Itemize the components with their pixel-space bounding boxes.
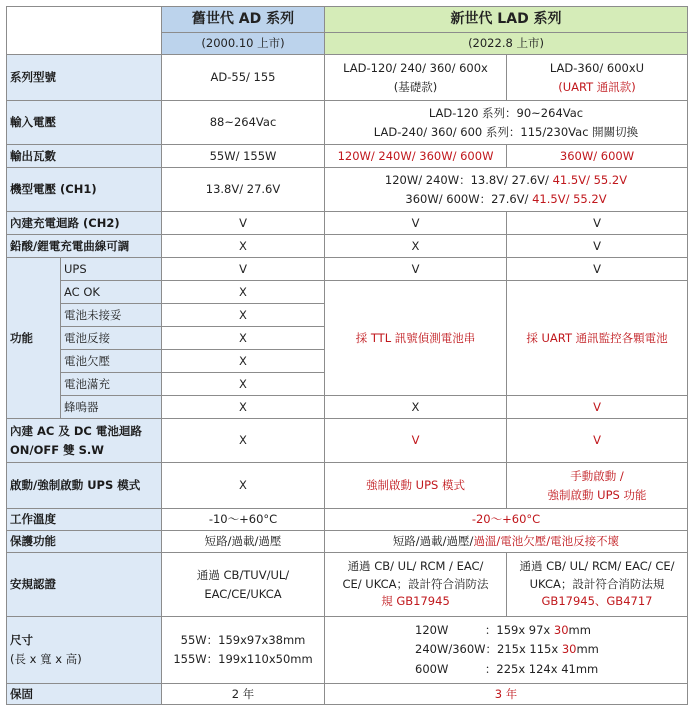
lad-input-voltage-line2: LAD-240/ 360/ 600 系列：115/230Vac 開關切換	[373, 124, 639, 139]
input-voltage-row	[7, 101, 688, 145]
ad-series-title: 舊世代 AD 系列	[162, 7, 325, 33]
safety-row	[7, 553, 688, 617]
lad-uart-safety-line3: GB17945、GB4717	[541, 594, 653, 609]
lad-size-1c: mm	[568, 622, 591, 637]
ad-safety-line1: 通過 CB/TUV/UL/	[196, 567, 290, 582]
ad-function-bat-under: X	[162, 350, 325, 373]
safety-label: 安規認證	[7, 553, 162, 617]
ad-function-bat-full: X	[162, 373, 325, 396]
ad-charge-curve: X	[162, 235, 325, 258]
lad-size-2c: mm	[576, 642, 599, 657]
onoff-switch-label	[7, 419, 162, 463]
warranty-label: 保固	[7, 684, 162, 705]
onoff-switch-label-line2: ON/OFF 雙 S.W	[10, 442, 104, 457]
lad-basic-battery-detection-note: 採 TTL 訊號偵測電池串	[325, 281, 507, 396]
lad-basic-output-power: 120W/ 240W/ 360W/ 600W	[325, 145, 507, 168]
lad-basic-model	[325, 55, 507, 101]
size-row	[7, 617, 688, 684]
onoff-switch-label-line1: 內建 AC 及 DC 電池迴路	[10, 423, 142, 438]
size-label	[7, 617, 162, 684]
startup-mode-row	[7, 463, 688, 509]
lad-model-voltage-line1	[328, 171, 684, 190]
lad-uart-model-note: (UART 通訊款)	[558, 79, 636, 94]
protection-row	[7, 531, 688, 553]
series-label: 系列型號	[7, 55, 162, 101]
ad-output-power: 55W/ 155W	[162, 145, 325, 168]
lad-uart-model	[507, 55, 688, 101]
lad-model-voltage	[325, 168, 688, 212]
ad-protection: 短路/過載/過壓	[162, 531, 325, 553]
lad-uart-function-ups: V	[507, 258, 688, 281]
lad-uart-startup-line1: 手動啟動 /	[570, 468, 624, 483]
charger-row	[7, 212, 688, 235]
ad-function-bat-not-connected: X	[162, 304, 325, 327]
temperature-label: 工作溫度	[7, 509, 162, 531]
lad-size-line2	[415, 640, 684, 660]
lad-uart-startup-line2: 強制啟動 UPS 功能	[547, 487, 647, 502]
ad-function-ups: V	[162, 258, 325, 281]
lad-basic-safety-line1: 通過 CB/ UL/ RCM / EAC/	[347, 558, 484, 573]
ad-size-line1: 55W：159x97x38mm	[180, 633, 306, 648]
ad-function-buzzer: X	[162, 396, 325, 419]
function-acok-label: AC OK	[61, 281, 162, 304]
warranty-row	[7, 684, 688, 705]
lad-protection-basic: 短路/過載/過壓/	[392, 534, 474, 549]
output-power-row	[7, 145, 688, 168]
model-voltage-label: 機型電壓 (CH1)	[7, 168, 162, 212]
ad-temperature: -10～+60°C	[162, 509, 325, 531]
lad-basic-safety	[325, 553, 507, 617]
lad-protection-extra: 過溫/電池欠壓/電池反接不壞	[473, 534, 620, 549]
lad-basic-charger: V	[325, 212, 507, 235]
lad-basic-model-note: (基礎款)	[393, 79, 438, 94]
lad-uart-model-name: LAD-360/ 600xU	[549, 60, 645, 75]
lad-uart-output-power: 360W/ 600W	[507, 145, 688, 168]
input-voltage-label: 輸入電壓	[7, 101, 162, 145]
functions-label: 功能	[7, 258, 61, 419]
lad-uart-battery-monitoring-note: 採 UART 通訊監控各顆電池	[507, 281, 688, 396]
ad-size	[162, 617, 325, 684]
lad-uart-charge-curve: V	[507, 235, 688, 258]
lad-series-title: 新世代 LAD 系列	[325, 7, 688, 33]
output-power-label: 輸出瓦數	[7, 145, 162, 168]
ad-safety-line2: EAC/CE/UKCA	[204, 586, 282, 601]
header-row	[7, 7, 688, 33]
lad-input-voltage-line1: LAD-120 系列：90~264Vac	[428, 105, 584, 120]
ad-function-bat-reverse: X	[162, 327, 325, 350]
lad-temperature: -20～+60°C	[325, 509, 688, 531]
lad-uart-safety	[507, 553, 688, 617]
ad-warranty: 2 年	[162, 684, 325, 705]
lad-protection	[325, 531, 688, 553]
lad-uart-onoff-switch: V	[507, 419, 688, 463]
ad-startup-mode: X	[162, 463, 325, 509]
protection-label: 保護功能	[7, 531, 162, 553]
spec-comparison-table	[6, 6, 688, 705]
lad-voltage-1a: 120W/ 240W：13.8V/ 27.6V/	[384, 172, 553, 187]
lad-basic-safety-line2: CE/ UKCA；設計符合消防法	[342, 576, 489, 591]
function-bat-full-label: 電池滿充	[61, 373, 162, 396]
size-label-line1: 尺寸	[10, 633, 33, 648]
lad-size-1a: 120W ：159x 97x	[415, 622, 554, 637]
lad-size	[325, 617, 688, 684]
lad-uart-startup-mode	[507, 463, 688, 509]
lad-basic-model-name: LAD-120/ 240/ 360/ 600x	[343, 60, 488, 75]
lad-size-line1	[415, 621, 684, 641]
function-bat-not-connected-label: 電池未接妥	[61, 304, 162, 327]
ad-safety	[162, 553, 325, 617]
size-label-line2: (長 x 寬 x 高)	[10, 652, 82, 666]
spec-comparison-table-wrapper	[6, 6, 688, 705]
function-bat-reverse-label: 電池反接	[61, 327, 162, 350]
function-buzzer-label: 蜂鳴器	[61, 396, 162, 419]
startup-mode-label: 啟動/強制啟動 UPS 模式	[7, 463, 162, 509]
lad-input-voltage	[325, 101, 688, 145]
function-ups-row	[7, 258, 688, 281]
lad-basic-onoff-switch: V	[325, 419, 507, 463]
lad-release-date: (2022.8 上市)	[325, 33, 688, 55]
function-buzzer-row	[7, 396, 688, 419]
lad-model-voltage-line2	[328, 190, 684, 209]
onoff-switch-row	[7, 419, 688, 463]
charger-label: 內建充電迴路 (CH2)	[7, 212, 162, 235]
ad-onoff-switch: X	[162, 419, 325, 463]
model-voltage-row	[7, 168, 688, 212]
lad-basic-function-ups: V	[325, 258, 507, 281]
lad-uart-charger: V	[507, 212, 688, 235]
ad-input-voltage: 88~264Vac	[162, 101, 325, 145]
ad-charger: V	[162, 212, 325, 235]
lad-voltage-2b: 41.5V/ 55.2V	[532, 191, 607, 206]
charge-curve-row	[7, 235, 688, 258]
ad-size-line2: 155W：199x110x50mm	[173, 652, 313, 666]
series-row	[7, 55, 688, 101]
lad-uart-function-buzzer: V	[507, 396, 688, 419]
ad-function-acok: X	[162, 281, 325, 304]
lad-voltage-2a: 360W/ 600W：27.6V/	[405, 191, 533, 206]
lad-basic-startup-mode: 強制啟動 UPS 模式	[325, 463, 507, 509]
lad-size-1b: 30	[553, 622, 569, 637]
ad-model-voltage: 13.8V/ 27.6V	[162, 168, 325, 212]
corner-cell	[7, 7, 162, 55]
lad-voltage-1b: 41.5V/ 55.2V	[552, 172, 628, 187]
lad-size-2a: 240W/360W：215x 115x	[415, 642, 562, 657]
lad-uart-safety-line2: UKCA；設計符合消防法規	[529, 576, 665, 591]
lad-basic-safety-line3: 規 GB17945	[381, 594, 450, 609]
lad-size-2b: 30	[561, 642, 577, 657]
function-acok-row	[7, 281, 688, 304]
lad-basic-charge-curve: X	[325, 235, 507, 258]
lad-size-line3: 600W ：225x 124x 41mm	[415, 661, 599, 676]
lad-basic-function-buzzer: X	[325, 396, 507, 419]
lad-warranty: 3 年	[325, 684, 688, 705]
ad-release-date: (2000.10 上市)	[162, 33, 325, 55]
lad-uart-safety-line1: 通過 CB/ UL/ RCM/ EAC/ CE/	[519, 558, 675, 573]
charge-curve-label: 鉛酸/鋰電充電曲線可調	[7, 235, 162, 258]
function-ups-label: UPS	[61, 258, 162, 281]
temperature-row	[7, 509, 688, 531]
ad-series-model: AD-55/ 155	[162, 55, 325, 101]
function-bat-under-label: 電池欠壓	[61, 350, 162, 373]
